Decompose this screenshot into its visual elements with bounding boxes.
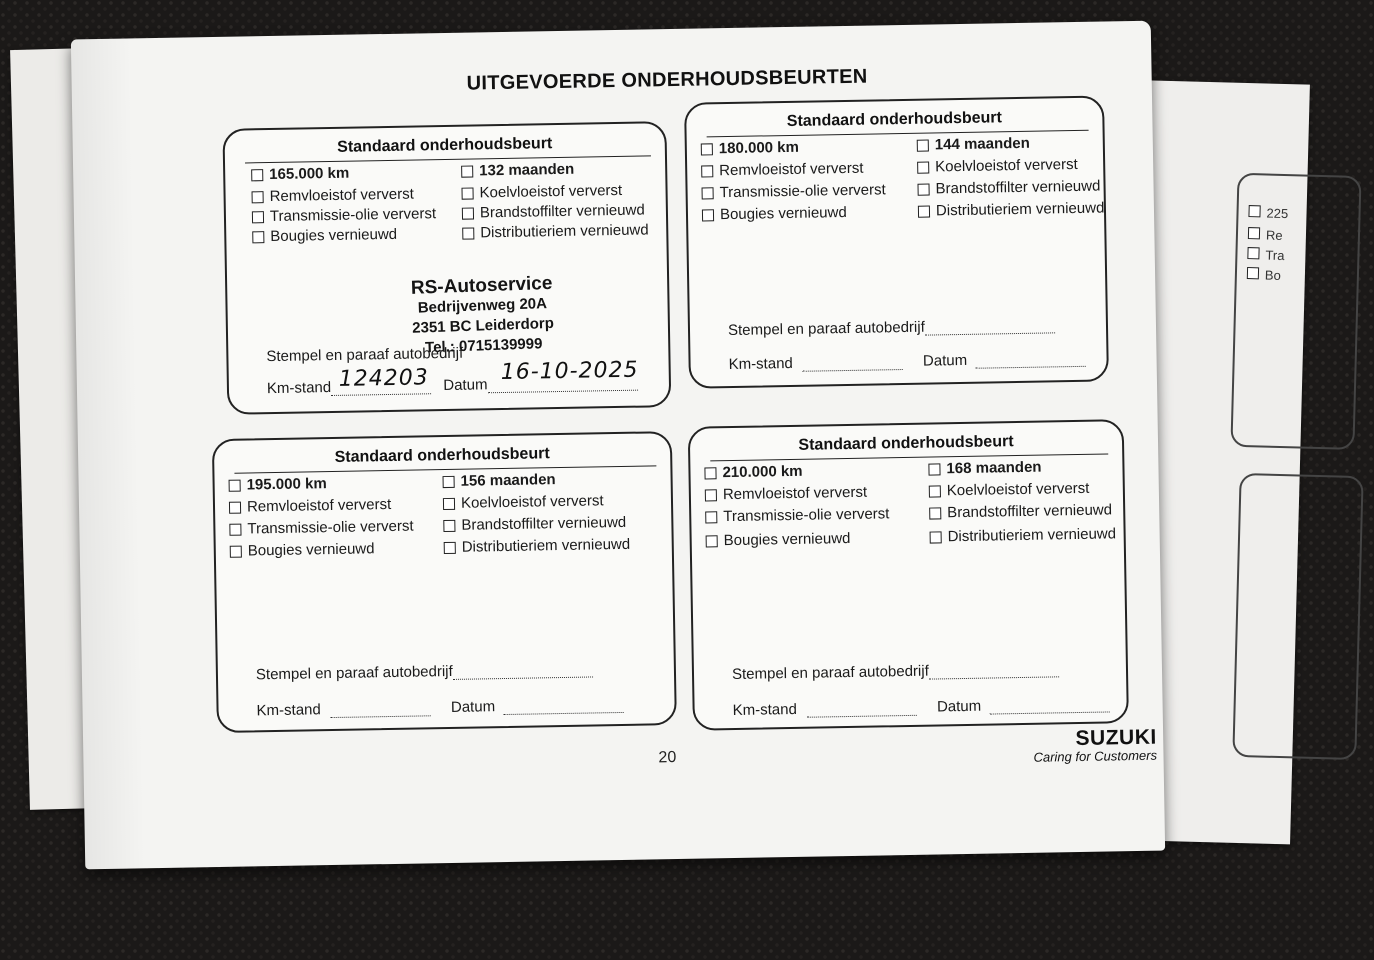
task-item: Brandstoffilter vernieuwd <box>443 514 626 534</box>
signature-line: Stempel en paraaf autobedrijf <box>732 660 1059 683</box>
stamp-city: 2351 BC Leiderdorp <box>411 314 555 337</box>
suzuki-logo <box>1033 726 1157 765</box>
checkbox[interactable] <box>702 209 714 221</box>
signature-line: Stempel en paraaf autobedrijf <box>728 316 1055 339</box>
checkbox[interactable] <box>929 485 941 497</box>
task-item: Bougies vernieuwd <box>230 540 375 560</box>
checkbox[interactable] <box>443 497 455 509</box>
task-item: Distributieriem vernieuwd <box>930 525 1117 545</box>
km-date-line: Km-stand Datum <box>733 695 1110 719</box>
task-item: Distributieriem vernieuwd <box>444 536 631 556</box>
checkbox[interactable] <box>461 187 473 199</box>
km-date-line: Km-stand Datum <box>728 350 1085 373</box>
task-item: Remvloeistof ververst <box>251 186 413 206</box>
next-page-card <box>1232 473 1363 760</box>
checkbox[interactable] <box>461 165 473 177</box>
task-item: Brandstoffilter vernieuwd <box>462 201 645 221</box>
service-card-2 <box>684 95 1109 388</box>
task-item: Koelvloeistof ververst <box>917 156 1078 176</box>
checkbox[interactable] <box>462 207 474 219</box>
task-item: Koelvloeistof ververst <box>443 492 604 512</box>
card-title: Standaard onderhoudsbeurt <box>334 445 550 466</box>
next-page-km: 225 <box>1248 205 1288 221</box>
task-item: Transmissie-olie ververst <box>229 518 413 538</box>
next-page-item: Bo <box>1247 267 1281 283</box>
km-interval: 180.000 km <box>701 139 799 158</box>
service-card-1 <box>222 121 671 415</box>
service-card-3 <box>212 431 677 733</box>
checkbox[interactable] <box>705 489 717 501</box>
month-interval: 132 maanden <box>461 161 574 180</box>
checkbox[interactable] <box>702 187 714 199</box>
checkbox[interactable] <box>929 507 941 519</box>
next-page-card <box>1230 173 1361 450</box>
task-item: Koelvloeistof ververst <box>461 182 622 202</box>
checkbox[interactable] <box>701 143 713 155</box>
next-page-item: Re <box>1248 227 1283 243</box>
handwritten-km: 124203 <box>338 365 430 392</box>
service-card-4 <box>688 419 1129 731</box>
task-item: Bougies vernieuwd <box>252 226 397 246</box>
handwritten-date: 16-10-2025 <box>500 357 639 386</box>
logo-brand: SUZUKI <box>1075 725 1157 751</box>
logo-tagline: Caring for Customers <box>1033 747 1158 765</box>
checkbox[interactable] <box>252 211 264 223</box>
task-item: Brandstoffilter vernieuwd <box>917 178 1100 198</box>
checkbox[interactable] <box>443 519 455 531</box>
checkbox[interactable] <box>917 161 929 173</box>
card-title: Standaard onderhoudsbeurt <box>786 109 1003 131</box>
checkbox[interactable] <box>444 541 456 553</box>
stamp-phone: Tel.: 0715139999 <box>424 335 543 357</box>
checkbox[interactable] <box>930 531 942 543</box>
task-item: Remvloeistof ververst <box>705 484 867 504</box>
checkbox[interactable] <box>230 545 242 557</box>
stamp-name: RS-Autoservice <box>410 272 553 299</box>
signature-line: Stempel en paraaf autobedrijf <box>266 344 464 366</box>
task-item: Brandstoffilter vernieuwd <box>929 501 1112 521</box>
card-title: Standaard onderhoudsbeurt <box>337 135 553 156</box>
month-interval: 144 maanden <box>917 135 1030 154</box>
km-date-line: Km-stand Datum <box>267 374 638 397</box>
card-title: Standaard onderhoudsbeurt <box>798 433 1014 454</box>
task-item: Transmissie-olie ververst <box>701 181 885 201</box>
task-item: Remvloeistof ververst <box>701 160 863 180</box>
signature-line: Stempel en paraaf autobedrijf <box>256 660 593 683</box>
page-number: 20 <box>658 749 677 767</box>
checkbox[interactable] <box>706 535 718 547</box>
checkbox[interactable] <box>928 463 940 475</box>
checkbox[interactable] <box>252 231 264 243</box>
checkbox[interactable] <box>229 501 241 513</box>
checkbox[interactable] <box>252 191 264 203</box>
task-item: Bougies vernieuwd <box>702 204 847 224</box>
next-page-item: Tra <box>1247 247 1284 263</box>
km-interval: 210.000 km <box>704 463 802 482</box>
task-item: Koelvloeistof ververst <box>929 480 1090 500</box>
checkbox[interactable] <box>229 479 241 491</box>
km-date-line: Km-stand Datum <box>256 696 623 719</box>
stamp-street: Bedrijvenweg 20A <box>417 295 548 317</box>
checkbox[interactable] <box>462 227 474 239</box>
page-title: UITGEVOERDE ONDERHOUDSBEURTEN <box>466 65 868 95</box>
task-item: Transmissie-olie ververst <box>252 205 436 225</box>
checkbox[interactable] <box>918 205 930 217</box>
checkbox[interactable] <box>251 169 263 181</box>
checkbox[interactable] <box>917 183 929 195</box>
km-interval: 165.000 km <box>251 165 349 184</box>
task-item: Transmissie-olie ververst <box>705 505 889 525</box>
month-interval: 168 maanden <box>928 459 1041 478</box>
task-item: Distributieriem vernieuwd <box>918 199 1105 219</box>
task-item: Bougies vernieuwd <box>706 530 851 550</box>
checkbox[interactable] <box>917 139 929 151</box>
checkbox[interactable] <box>705 511 717 523</box>
km-interval: 195.000 km <box>228 475 326 494</box>
checkbox[interactable] <box>443 475 455 487</box>
checkbox[interactable] <box>229 523 241 535</box>
task-item: Remvloeistof ververst <box>229 496 391 516</box>
checkbox[interactable] <box>701 165 713 177</box>
checkbox[interactable] <box>704 467 716 479</box>
booklet-page <box>71 21 1165 870</box>
month-interval: 156 maanden <box>442 471 555 490</box>
task-item: Distributieriem vernieuwd <box>462 221 649 241</box>
